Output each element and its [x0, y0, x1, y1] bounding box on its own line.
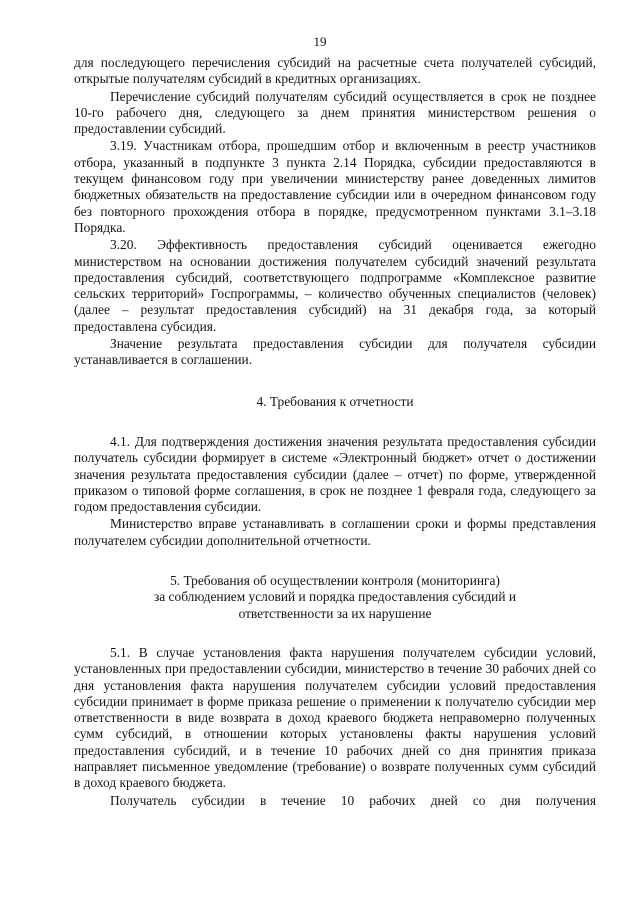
paragraph-4-1: 4.1. Для подтверждения достижения значения результата предоставления субсидии получатель субсидии формирует в системе «Электронный бюджет» отчет о достижении значения результата предоставления субсидии (далее – отчет) по форме, утвержденной приказом о типовой форме соглашения, в срок не позднее 1 февраля года, следующего за годом предоставления субсидии.	[74, 433, 596, 515]
document-body	[74, 55, 596, 809]
paragraph-continuation: для последующего перечисления субсидий на расчетные счета получателей субсидий, открытые получателям субсидий в кредитных организациях.	[74, 55, 596, 87]
paragraph-recipient-return: Получатель субсидии в течение 10 рабочих дней со дня получения	[110, 792, 596, 808]
page-number: 19	[313, 34, 327, 49]
paragraph-3-20: 3.20. Эффективность предоставления субсидий оценивается ежегодно министерством на основании достижения получателем субсидий значений результата предоставления субсидий, соответствующего подпрограмме «Комплексное развитие сельских территорий» Госпрограммы, – количество обученных специалистов (человек) (далее – результат предоставления субсидий) на 31 декабря года, за который предоставлена субсидия.	[74, 237, 596, 334]
paragraph-5-1: 5.1. В случае установления факта нарушения получателем субсидии условий, установленных при предоставлении субсидии, министерство в течение 30 рабочих дней со дня установления факта нарушения получателем субсидии условий предоставления субсидии принимает в форме приказа решение о применении к получателю субсидии мер ответственности в виде возврата в доход краевого бюджета неправомерно полученных сумм субсидий, в отношении которых установлены факты нарушения условий предоставления субсидий, и в течение 10 рабочих дней со дня принятия приказа направляет письменное уведомление (требование) о возврате полученных сумм субсидий в доход краевого бюджета.	[74, 644, 596, 791]
paragraph-result-value: Значение результата предоставления субсидии для получателя субсидии устанавливается в соглашении.	[74, 336, 596, 368]
paragraph-transfer-deadline: Перечисление субсидий получателям субсидий осуществляется в срок не позднее 10-го рабочего дня, следующего за днем принятия министерством решения о предоставлении субсидий.	[74, 88, 596, 137]
section-5-heading-line-3: ответственности за их нарушение	[238, 605, 432, 621]
section-5-heading-line-2: за соблюдением условий и порядка предоставления субсидий и	[153, 589, 517, 605]
paragraph-3-19: 3.19. Участникам отбора, прошедшим отбор и включенным в реестр участников отбора, указанный в подпункте 3 пункта 2.14 Порядка, субсидии предоставляются в текущем финансовом году при увеличении министерству ранее доведенных лимитов бюджетных обязательств на предоставление субсидии или в очередном финансовом году без повторного прохождения отбора в порядке, предусмотренном пунктами 3.1–3.18 Порядка.	[74, 138, 596, 235]
section-5-heading	[74, 573, 596, 622]
section-4-heading: 4. Требования к отчетности	[256, 393, 414, 409]
paragraph-ministry-rights: Министерство вправе устанавливать в соглашении сроки и формы представления получателем субсидии дополнительной отчетности.	[74, 516, 596, 548]
section-5-heading-line-1: 5. Требования об осуществлении контроля (мониторинга)	[170, 573, 500, 589]
